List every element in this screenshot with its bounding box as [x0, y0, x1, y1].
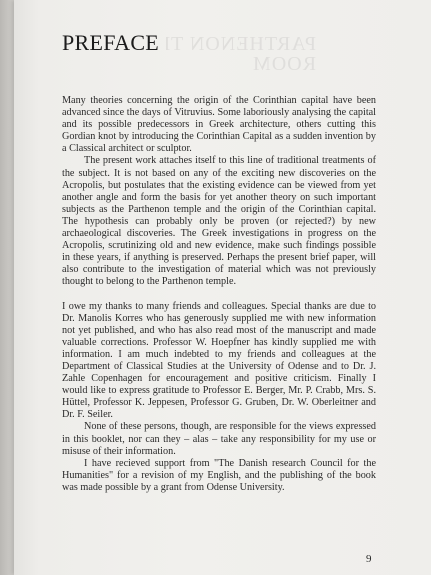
paragraph: The present work attaches itself to this line of traditional treatments of the subject. It is not based on any of the exciting new discoveries on the Acropolis, but postulates that the existing evidence can be viewed from yet another angle and form the basis for yet another theory on such important subjects as the Parthenon temple and the origin of the Corinthian capital. The hypothesis can probably only be proven (or rejected?) by new archaeological discoveries. The Greek investigations in progress on the Acropolis, scrutinizing old and new evidence, make such findings possible in these years, if anything is preserved. Perhaps the present brief paper, will also contribute to the investigation of material which was not previously thought to belong to the Parthenon temple. [62, 155, 376, 288]
paragraph: I have recieved support from "The Danish research Council for the Humanities" for a revision of my English, and the publishing of the book was made possible by a grant from Odense University. [62, 457, 376, 493]
paragraph: I owe my thanks to many friends and colleagues. Special thanks are due to Dr. Manolis Korres who has generously supplied me with new information not yet published, and who has also read most of the manuscript and made valuable corrections. Professor W. Hoepfner has kindly supplied me with information. I am much indebted to my friends and colleagues at the Department of Classical Studies at the University of Odense and to Dr. J. Zahle Copenhagen for encouragement and positive criticism. Finally I would like to express gratitude to Professor E. Berger, Mr. P. Crabb, Mrs. S. Hüttel, Professor K. Jeppesen, Professor G. Gruben, Dr. W. Oberleitner and Dr. F. Seiler. [62, 300, 376, 421]
show-through-mark [166, 34, 316, 74]
paragraph: None of these persons, though, are responsible for the views expressed in this booklet, nor can they – alas – take any responsibility for my use or misuse of their information. [62, 421, 376, 457]
book-gutter [0, 0, 14, 575]
paragraph: Many theories concerning the origin of the Corinthian capital have been advanced since the days of Vitruvius. Some laboriously analysing the capital and its possible predecessors in Greek architecture, others cutting this Gordian knot by introducing the Corinthian Capital as a sudden invention by a Classical architect or sculptor. [62, 95, 376, 155]
svg-text:ROOM: ROOM [251, 53, 316, 74]
page-title: PREFACE [62, 30, 160, 55]
page-number: 9 [366, 553, 372, 565]
preface-body [62, 95, 376, 494]
svg-text:PARTHENON TEMPLE: PARTHENON T [170, 34, 316, 55]
show-through-text [166, 34, 316, 77]
